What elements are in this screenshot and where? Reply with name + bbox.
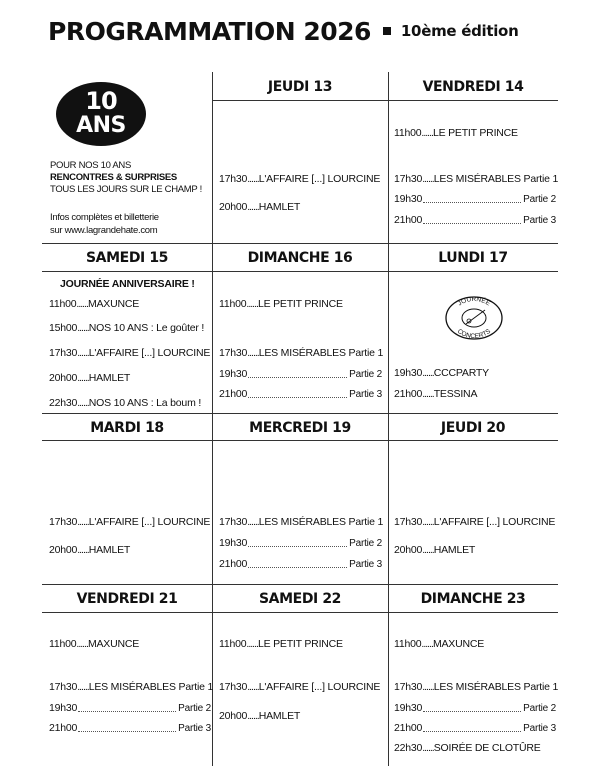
- dot-leader: [423, 722, 521, 732]
- event-name: LES MISÉRABLES: [88, 681, 176, 693]
- dot-leader: [78, 722, 176, 732]
- event-name: MAXUNCE: [87, 298, 140, 310]
- dot-leader: ......: [422, 388, 434, 400]
- event-time: 19h30: [394, 367, 423, 379]
- dot-leader: ......: [247, 173, 259, 185]
- event-part: Partie 2: [349, 369, 382, 380]
- square-bullet-icon: [383, 27, 391, 35]
- event-time: 20h00: [219, 201, 248, 213]
- day-title: VENDREDI 21: [76, 591, 178, 607]
- dot-leader: ......: [422, 173, 434, 185]
- dot-leader: ......: [422, 681, 434, 693]
- event-part: Partie 3: [349, 559, 382, 570]
- day-title: DIMANCHE 23: [420, 591, 526, 607]
- event-time: 11h00: [394, 638, 422, 650]
- event-name: LES MISÉRABLES: [258, 516, 346, 528]
- event-time: 19h30: [49, 702, 78, 714]
- event-item: [394, 367, 489, 380]
- logo-number: 10: [85, 87, 117, 115]
- event-part: Partie 1: [348, 516, 384, 528]
- special-day-label: JOURNÉE ANNIVERSAIRE !: [60, 278, 195, 290]
- journee-concerts-stamp-icon: [443, 293, 505, 341]
- dot-leader: ......: [77, 544, 89, 556]
- event-part: Partie 3: [178, 723, 211, 734]
- event-time: 17h30: [219, 347, 248, 359]
- dot-leader: ......: [422, 544, 434, 556]
- event-part-row: [49, 702, 211, 715]
- event-time: 19h30: [394, 193, 423, 205]
- event-item: [219, 201, 300, 214]
- event-name: HAMLET: [258, 201, 301, 213]
- day-title: SAMEDI 15: [86, 250, 168, 266]
- dot-leader: ......: [77, 322, 89, 334]
- event-time: 20h00: [394, 544, 423, 556]
- event-part: Partie 3: [523, 723, 556, 734]
- event-name: TESSINA: [433, 388, 478, 400]
- event-time: 11h00: [49, 638, 77, 650]
- dot-leader: [248, 388, 347, 398]
- dot-leader: [423, 193, 521, 203]
- event-time: 17h30: [49, 681, 78, 693]
- promo-line-highlight: RENCONTRES & SURPRISES: [50, 172, 177, 183]
- event-item: [394, 742, 541, 755]
- event-name: SOIRÉE DE CLOTÛRE: [433, 742, 541, 754]
- event-part: Partie 1: [523, 681, 559, 693]
- event-item: [219, 710, 300, 723]
- event-part-row: [394, 722, 556, 735]
- dot-leader: ......: [76, 298, 88, 310]
- dot-leader: ......: [77, 397, 89, 409]
- event-time: 17h30: [219, 173, 248, 185]
- event-name: L'AFFAIRE [...] LOURCINE: [88, 347, 211, 359]
- anniversary-logo: [56, 82, 146, 146]
- event-time: 17h30: [219, 516, 248, 528]
- dot-leader: ......: [247, 347, 259, 359]
- day-title: SAMEDI 22: [259, 591, 341, 607]
- event-time: 22h30: [49, 397, 78, 409]
- event-time: 11h00: [219, 638, 247, 650]
- page-header: [48, 14, 518, 48]
- grid-row-divider: [212, 100, 558, 101]
- dot-leader: ......: [247, 516, 259, 528]
- event-name: HAMLET: [258, 710, 301, 722]
- event-item: [49, 638, 139, 651]
- event-time: 21h00: [394, 722, 423, 734]
- event-name: LES MISÉRABLES: [433, 173, 521, 185]
- event-item: [49, 372, 130, 385]
- dot-leader: ......: [77, 372, 89, 384]
- event-part-row: [394, 214, 556, 227]
- dot-leader: ......: [77, 347, 89, 359]
- event-part: Partie 2: [178, 703, 211, 714]
- event-time: 17h30: [394, 681, 423, 693]
- event-item: [49, 516, 210, 529]
- event-time: 22h30: [394, 742, 423, 754]
- dot-leader: ......: [77, 681, 89, 693]
- event-item: [219, 516, 383, 529]
- grid-row-divider: [42, 243, 558, 244]
- event-time: 20h00: [219, 710, 248, 722]
- event-part-row: [394, 702, 556, 715]
- day-title: MARDI 18: [90, 420, 164, 436]
- event-part-row: [219, 388, 382, 401]
- event-item: [49, 322, 204, 335]
- event-name: L'AFFAIRE [...] LOURCINE: [258, 173, 381, 185]
- event-part: Partie 3: [349, 389, 382, 400]
- event-part-row: [219, 558, 382, 571]
- event-time: 21h00: [49, 722, 78, 734]
- event-time: 19h30: [219, 537, 248, 549]
- event-name: L'AFFAIRE [...] LOURCINE: [258, 681, 381, 693]
- event-name: LES MISÉRABLES: [433, 681, 521, 693]
- grid-row-divider: [42, 612, 558, 613]
- event-time: 19h30: [219, 368, 248, 380]
- event-time: 21h00: [219, 388, 248, 400]
- dot-leader: [423, 702, 521, 712]
- event-time: 17h30: [394, 516, 423, 528]
- day-title: DIMANCHE 16: [247, 250, 353, 266]
- event-part-row: [219, 368, 382, 381]
- promo-line: TOUS LES JOURS SUR LE CHAMP !: [50, 184, 202, 195]
- page-title: PROGRAMMATION 2026: [48, 16, 371, 46]
- event-item: [394, 173, 558, 186]
- event-item: [394, 638, 484, 651]
- event-item: [219, 173, 380, 186]
- event-item: [394, 127, 518, 140]
- event-item: [394, 516, 555, 529]
- promo-website[interactable]: sur www.lagrandehate.com: [50, 225, 158, 236]
- stamp-bottom-text: CONCERTS: [455, 327, 493, 341]
- event-part: Partie 1: [523, 173, 559, 185]
- event-part: Partie 2: [523, 703, 556, 714]
- event-part-row: [219, 537, 382, 550]
- event-name: LE PETIT PRINCE: [257, 298, 343, 310]
- dot-leader: ......: [76, 638, 88, 650]
- event-time: 15h00: [49, 322, 78, 334]
- event-item: [394, 544, 475, 557]
- day-title: JEUDI 13: [267, 79, 333, 95]
- event-time: 17h30: [219, 681, 248, 693]
- event-part: Partie 2: [349, 538, 382, 549]
- dot-leader: [248, 558, 347, 568]
- event-time: 21h00: [394, 214, 423, 226]
- event-name: MAXUNCE: [87, 638, 140, 650]
- grid-column-divider: [212, 72, 213, 766]
- event-time: 17h30: [49, 516, 78, 528]
- event-time: 19h30: [394, 702, 423, 714]
- grid-row-divider: [42, 413, 558, 414]
- event-name: MAXUNCE: [432, 638, 485, 650]
- event-part: Partie 1: [178, 681, 214, 693]
- event-item: [394, 681, 558, 694]
- grid-row-divider: [42, 440, 558, 441]
- event-item: [49, 544, 130, 557]
- event-part-row: [49, 722, 211, 735]
- event-item: [219, 638, 343, 651]
- dot-leader: [248, 368, 347, 378]
- event-part: Partie 1: [348, 347, 384, 359]
- dot-leader: ......: [422, 516, 434, 528]
- event-time: 17h30: [394, 173, 423, 185]
- event-item: [219, 298, 343, 311]
- logo-word: ANS: [76, 113, 126, 138]
- grid-row-divider: [42, 584, 558, 585]
- event-name: HAMLET: [433, 544, 476, 556]
- dot-leader: ......: [246, 638, 258, 650]
- grid-column-divider: [388, 72, 389, 766]
- event-name: CCCPARTY: [433, 367, 489, 379]
- event-time: 11h00: [219, 298, 247, 310]
- event-part: Partie 2: [523, 194, 556, 205]
- event-part: Partie 3: [523, 215, 556, 226]
- event-time: 17h30: [49, 347, 78, 359]
- day-title: MERCREDI 19: [249, 420, 351, 436]
- event-part-row: [394, 193, 556, 206]
- event-name: NOS 10 ANS : La boum !: [88, 397, 202, 409]
- event-time: 20h00: [49, 372, 78, 384]
- event-time: 11h00: [49, 298, 77, 310]
- event-name: L'AFFAIRE [...] LOURCINE: [433, 516, 556, 528]
- event-name: HAMLET: [88, 372, 131, 384]
- event-name: HAMLET: [88, 544, 131, 556]
- dot-leader: ......: [422, 742, 434, 754]
- dot-leader: ......: [247, 201, 259, 213]
- event-name: LE PETIT PRINCE: [432, 127, 518, 139]
- event-item: [49, 347, 210, 360]
- day-title: LUNDI 17: [438, 250, 508, 266]
- dot-leader: [78, 702, 176, 712]
- event-item: [219, 347, 383, 360]
- edition-label: 10ème édition: [400, 22, 519, 40]
- event-item: [219, 681, 380, 694]
- dot-leader: ......: [247, 710, 259, 722]
- event-time: 20h00: [49, 544, 78, 556]
- event-name: L'AFFAIRE [...] LOURCINE: [88, 516, 211, 528]
- day-title: JEUDI 20: [440, 420, 506, 436]
- dot-leader: ......: [246, 298, 258, 310]
- event-name: LES MISÉRABLES: [258, 347, 346, 359]
- event-item: [49, 681, 213, 694]
- dot-leader: [248, 537, 347, 547]
- day-title: VENDREDI 14: [422, 79, 524, 95]
- event-name: LE PETIT PRINCE: [257, 638, 343, 650]
- event-item: [49, 397, 201, 410]
- stamp-top-text: JOURNÉE: [456, 295, 492, 308]
- grid-row-divider: [42, 271, 558, 272]
- event-name: NOS 10 ANS : Le goûter !: [88, 322, 205, 334]
- dot-leader: [423, 214, 521, 224]
- dot-leader: ......: [421, 638, 433, 650]
- event-item: [49, 298, 139, 311]
- event-time: 21h00: [219, 558, 248, 570]
- promo-line: POUR NOS 10 ANS: [50, 160, 132, 171]
- event-time: 21h00: [394, 388, 423, 400]
- event-time: 11h00: [394, 127, 422, 139]
- dot-leader: ......: [77, 516, 89, 528]
- promo-info: Infos complètes et billetterie: [50, 212, 159, 223]
- dot-leader: ......: [421, 127, 433, 139]
- dot-leader: ......: [247, 681, 259, 693]
- event-item: [394, 388, 477, 401]
- dot-leader: ......: [422, 367, 434, 379]
